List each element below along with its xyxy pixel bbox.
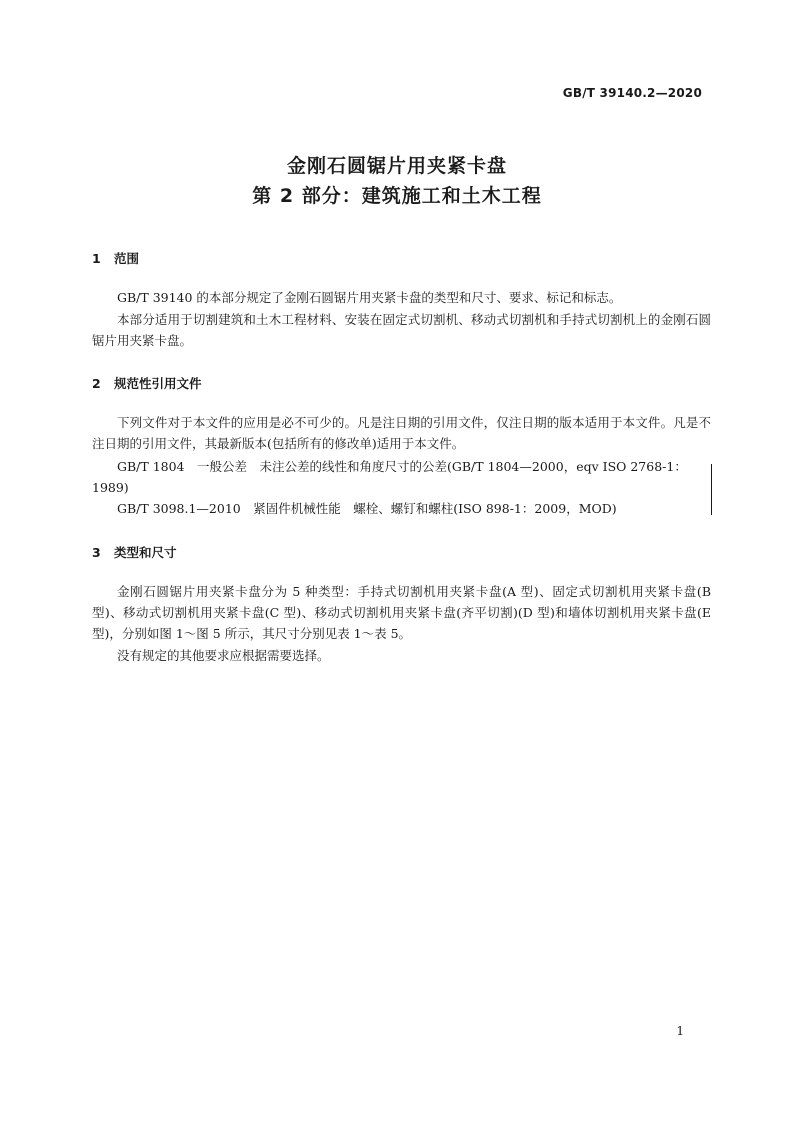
section-2-heading	[92, 374, 202, 392]
section-1-heading	[92, 249, 139, 267]
document-title-line-2: 第 2 部分：建筑施工和土木工程	[252, 185, 542, 207]
section-1-paragraph-2: 本部分适用于切割建筑和土木工程材料、安装在固定式切割机、移动式切割机和手持式切割机上的金刚石圆锯片用夹紧卡盘。	[92, 312, 711, 348]
section-1-paragraph-1: GB/T 39140 的本部分规定了金刚石圆锯片用夹紧卡盘的类型和尺寸、要求、标记和标志。	[117, 290, 622, 305]
reference-continuation: 1989)	[92, 480, 129, 495]
reference-text: GB/T 3098.1—2010 紧固件机械性能 螺栓、螺钉和螺柱(ISO 898-1：2009，MOD)	[117, 501, 617, 516]
section-3-paragraph-2: 没有规定的其他要求应根据需要选择。	[117, 648, 330, 663]
section-2-paragraph-1: 下列文件对于本文件的应用是必不可少的。凡是注日期的引用文件，仅注日期的版本适用于本文件。凡是不注日期的引用文件，其最新版本(包括所有的修改单)适用于本文件。	[92, 415, 711, 451]
section-number: 2	[92, 376, 101, 391]
document-title-line-1: 金刚石圆锯片用夹紧卡盘	[286, 155, 507, 177]
revision-bar	[711, 464, 712, 515]
section-title: 范围	[114, 251, 140, 266]
section-number: 3	[92, 545, 101, 560]
page-number: 1	[676, 1024, 684, 1038]
section-number: 1	[92, 251, 101, 266]
normative-reference-2	[92, 498, 711, 519]
normative-reference-1	[92, 456, 711, 498]
section-3-heading	[92, 543, 177, 561]
standard-code: GB/T 39140.2—2020	[562, 86, 702, 100]
reference-text: GB/T 1804 一般公差 未注公差的线性和角度尺寸的公差(GB/T 1804—2000，eqv ISO 2768-1：	[117, 459, 687, 474]
section-title: 规范性引用文件	[114, 376, 202, 391]
section-3-paragraph-1: 金刚石圆锯片用夹紧卡盘分为 5 种类型：手持式切割机用夹紧卡盘(A 型)、固定式切割机用夹紧卡盘(B 型)、移动式切割机用夹紧卡盘(C 型)、移动式切割机用夹紧卡盘(齐平切割)(D 型)和墙体切割机用夹紧卡盘(E 型)，分别如图 1～图 5 所示，其尺寸分别见表 1～表 5。	[92, 584, 711, 641]
section-title: 类型和尺寸	[114, 545, 177, 560]
